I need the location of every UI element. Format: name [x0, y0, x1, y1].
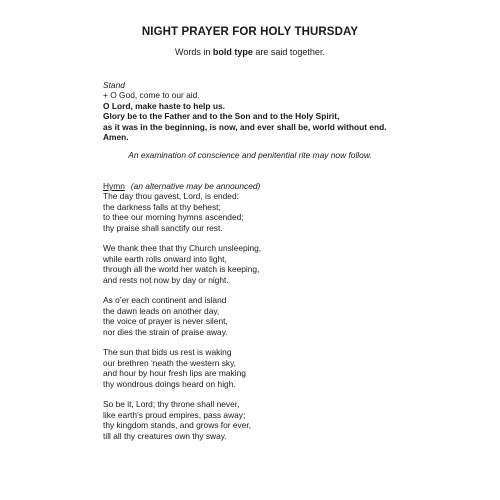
- hymn-line: nor dies the strain of praise away.: [103, 326, 228, 337]
- hymn-stanza: [103, 243, 483, 285]
- hymn-line: and rests not now by day or night.: [103, 274, 229, 285]
- hymn-line: the dawn leads on another day,: [103, 305, 220, 316]
- response: O Lord, make haste to help us.: [103, 100, 225, 111]
- hymn-line: thy kingdom stands, and grows for ever,: [103, 420, 252, 431]
- versicle: + O God, come to our aid.: [103, 90, 200, 101]
- hymn-label: Hymn: [103, 181, 125, 191]
- hymn-line: the darkness falls at thy behest;: [103, 201, 221, 212]
- instruction-subtitle: [0, 47, 500, 57]
- hymn-section: [103, 181, 483, 441]
- hymn-line: while earth rolls onward into light,: [103, 253, 227, 264]
- hymn-line: So be it, Lord; thy throne shall never,: [103, 399, 240, 410]
- rubric-stand: Stand: [103, 80, 125, 90]
- hymn-line: and hour by hour fresh lips are making: [103, 368, 246, 379]
- hymn-stanza: [103, 191, 483, 233]
- gloria-line: Amen.: [103, 132, 129, 143]
- gloria-line: Glory be to the Father and to the Son and to the Holy Spirit,: [103, 111, 340, 122]
- hymn-heading: [103, 181, 483, 191]
- page-title: NIGHT PRAYER FOR HOLY THURSDAY: [141, 26, 359, 38]
- hymn-line: to thee our morning hymns ascended;: [103, 212, 244, 223]
- hymn-line: our brethren ‘neath the western sky,: [103, 357, 236, 368]
- hymn-alternative-note: (an alternative may be announced): [130, 181, 261, 191]
- penitential-rite-note: An examination of conscience and penitential rite may now follow.: [128, 150, 372, 160]
- hymn-line: We thank thee that thy Church unsleeping,: [103, 243, 262, 254]
- hymn-line: till all thy creatures own thy sway.: [103, 430, 227, 441]
- subtitle-bold-text: bold type: [212, 47, 253, 57]
- subtitle-text-before: Words in: [175, 47, 213, 57]
- gloria-line: as it was in the beginning, is now, and ever shall be, world without end.: [103, 121, 387, 132]
- hymn-line: the voice of prayer is never silent,: [103, 316, 228, 327]
- hymn-line: thy wondrous doings heard on high.: [103, 378, 236, 389]
- hymn-line: thy praise shall sanctify our rest.: [103, 222, 223, 233]
- hymn-stanza: [103, 399, 483, 441]
- opening-section: [103, 80, 483, 142]
- subtitle-text-after: are said together.: [252, 47, 325, 57]
- hymn-line: like earth’s proud empires, pass away;: [103, 409, 246, 420]
- hymn-line: through all the world her watch is keeping,: [103, 264, 260, 275]
- hymn-line: The sun that bids us rest is waking: [103, 347, 232, 358]
- hymn-line: The day thou gavest, Lord, is ended:: [103, 191, 239, 202]
- hymn-line: As o’er each continent and island: [103, 295, 227, 306]
- hymn-stanza: [103, 295, 483, 337]
- hymn-stanza: [103, 347, 483, 389]
